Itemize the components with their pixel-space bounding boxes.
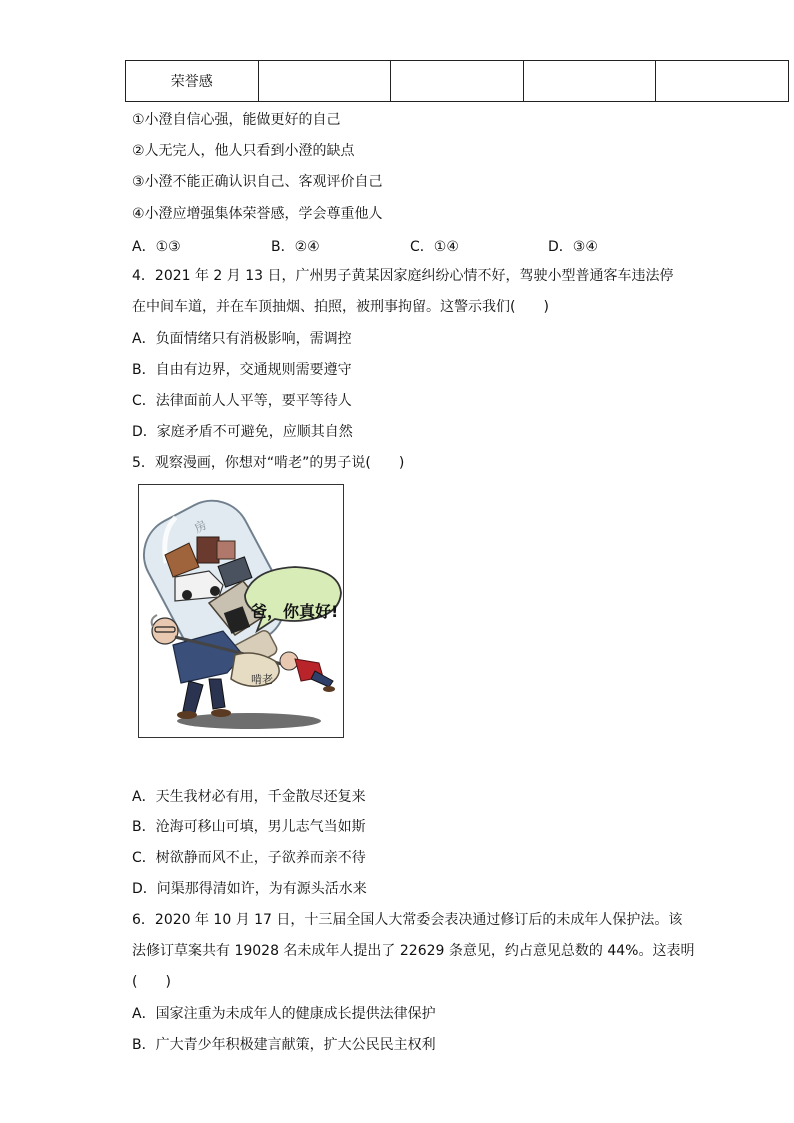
q6-stem-line3: ( ) bbox=[132, 974, 171, 990]
q4-stem-line2: 在中间车道，并在车顶抽烟、拍照，被刑事拘留。这警示我们( ) bbox=[132, 299, 549, 315]
q3-statement-1: ①小澄自信心强，能做更好的自己 bbox=[132, 112, 341, 128]
q3-options bbox=[132, 236, 692, 254]
q3-option-c[interactable]: C．①④ bbox=[410, 239, 459, 255]
q3-statement-2: ②人无完人，他人只看到小澄的缺点 bbox=[132, 143, 355, 159]
q5-option-d[interactable]: D．问渠那得清如许，为有源头活水来 bbox=[132, 881, 367, 897]
q4-option-d[interactable]: D．家庭矛盾不可避免，应顺其自然 bbox=[132, 424, 353, 440]
cartoon-label-bottle: 房 bbox=[191, 517, 210, 536]
q4-option-c[interactable]: C．法律面前人人平等，要平等待人 bbox=[132, 393, 352, 409]
q4-option-b[interactable]: B．自由有边界，交通规则需要遵守 bbox=[132, 362, 352, 378]
q6-option-b[interactable]: B．广大青少年积极建言献策，扩大公民民主权利 bbox=[132, 1037, 436, 1053]
cartoon-label-son: 啃老 bbox=[251, 673, 273, 686]
q5-option-a[interactable]: A．天生我材必有用，千金散尽还复来 bbox=[132, 789, 366, 805]
q3-statement-3: ③小澄不能正确认识自己、客观评价自己 bbox=[132, 174, 383, 190]
q6-stem-line1: 6．2020 年 10 月 17 日，十三届全国人大常委会表决通过修订后的未成年人保护法。该 bbox=[132, 912, 683, 928]
q4-option-a[interactable]: A．负面情绪只有消极影响，需调控 bbox=[132, 331, 352, 347]
q5-stem: 5．观察漫画，你想对“啃老”的男子说( ) bbox=[132, 455, 405, 471]
table-cell-empty bbox=[391, 61, 524, 102]
evaluation-table-row bbox=[125, 60, 789, 102]
q3-statement-4: ④小澄应增强集体荣誉感，学会尊重他人 bbox=[132, 206, 383, 222]
table-cell-empty bbox=[656, 61, 789, 102]
table-cell-empty bbox=[258, 61, 391, 102]
q5-option-c[interactable]: C．树欲静而风不止，子欲养而亲不待 bbox=[132, 850, 366, 866]
q5-option-b[interactable]: B．沧海可移山可填，男儿志气当如斯 bbox=[132, 819, 366, 835]
q6-stem-line2: 法修订草案共有 19028 名未成年人提出了 22629 条意见，约占意见总数的 44%。这表明 bbox=[132, 943, 695, 959]
q6-option-a[interactable]: A．国家注重为未成年人的健康成长提供法律保护 bbox=[132, 1006, 436, 1022]
q3-option-a[interactable]: A．①③ bbox=[132, 239, 181, 255]
cartoon-image bbox=[138, 484, 344, 738]
cartoon-illustration bbox=[139, 485, 342, 736]
q3-option-d[interactable]: D．③④ bbox=[548, 239, 598, 255]
q3-option-b[interactable]: B．②④ bbox=[271, 239, 320, 255]
q4-stem-line1: 4．2021 年 2 月 13 日，广州男子黄某因家庭纠纷心情不好，驾驶小型普通客车违法停 bbox=[132, 268, 674, 284]
table-cell-label: 荣誉感 bbox=[126, 61, 259, 102]
table-cell-empty bbox=[523, 61, 656, 102]
speech-bubble-text: 爸，你真好! bbox=[251, 602, 339, 621]
